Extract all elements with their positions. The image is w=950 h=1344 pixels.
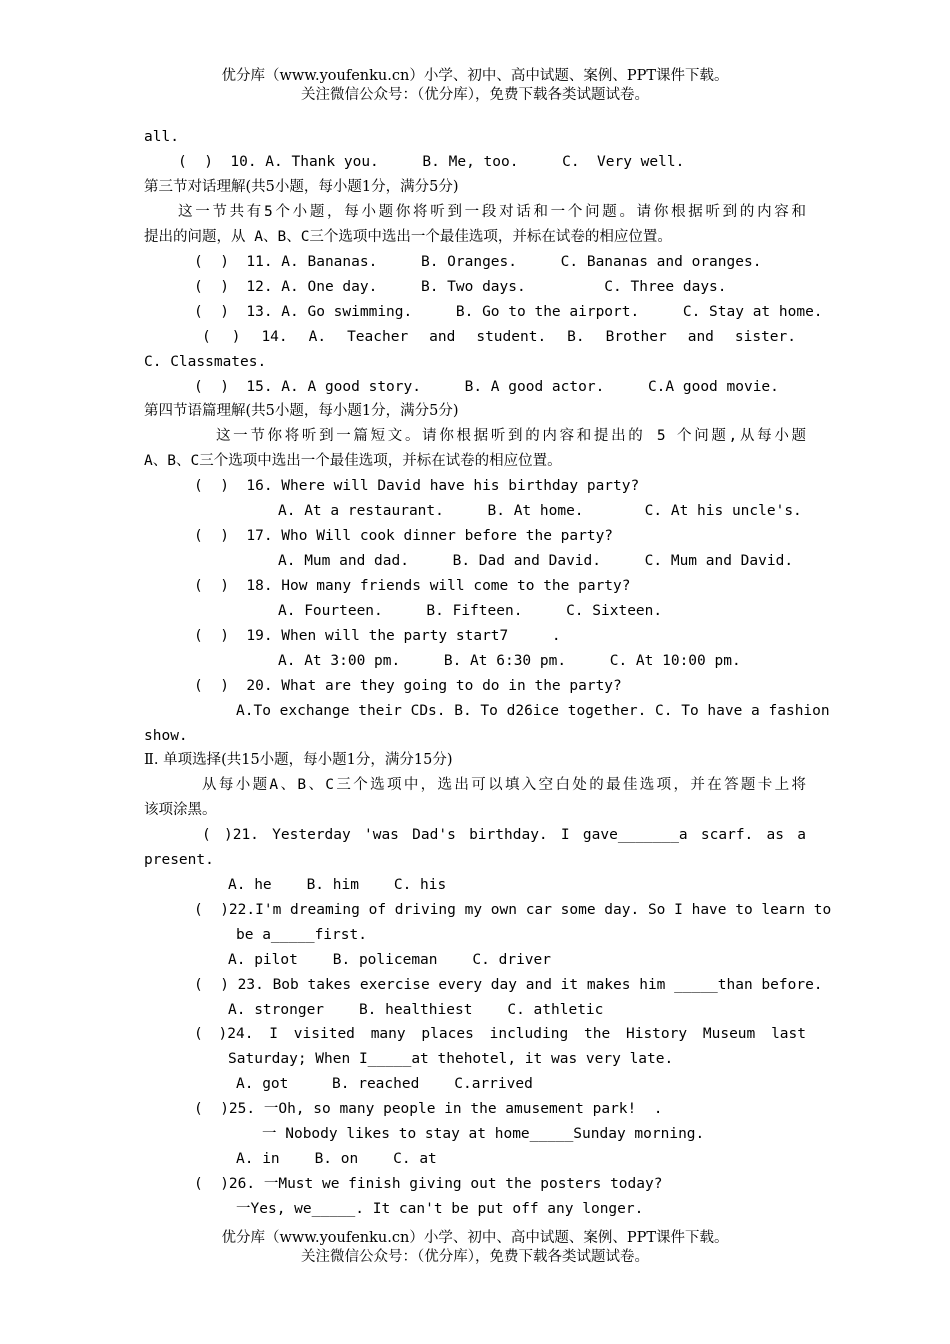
question-20-options: A.To exchange their CDs. B. To d26ice together. C. To have a fashion (236, 703, 830, 719)
question-21: ( )21. Yesterday 'was Dad's birthday. I gave_______a scarf. as a (202, 827, 806, 843)
question-18-options: A. Fourteen. B. Fifteen. C. Sixteen. (278, 603, 663, 619)
question-20-options-cont: show. (144, 728, 188, 744)
section-heading-4: 第四节语篇理解(共5小题，每小题1分，满分5分) (144, 403, 459, 419)
question-14-option-c: C. Classmates. (144, 354, 267, 370)
question-13: ( ) 13. A. Go swimming. B. Go to the airport. C. Stay at home. (194, 304, 823, 320)
question-16-options: A. At a restaurant. B. At home. C. At his uncle's. (278, 503, 802, 519)
question-22-options: A. pilot B. policeman C. driver (228, 952, 552, 968)
section-3-instructions-1: 这一节共有5个小题，每小题你将听到一段对话和一个问题。请你根据听到的内容和 (178, 204, 806, 220)
question-14: ( ) 14. A. Teacher and student. B. Brother and sister. (202, 329, 796, 345)
question-25: ( )25. 一Oh, so many people in the amusement park! . (194, 1101, 663, 1117)
question-21-cont: present. (144, 852, 214, 868)
question-18: ( ) 18. How many friends will come to the party? (194, 578, 631, 594)
question-20: ( ) 20. What are they going to do in the party? (194, 678, 622, 694)
question-19: ( ) 19. When will the party start7 . (194, 628, 561, 644)
question-23: ( ) 23. Bob takes exercise every day and it makes him _____than before. (194, 977, 823, 993)
question-24-cont: Saturday; When I_____at thehotel, it was very late. (228, 1051, 674, 1067)
question-17-options: A. Mum and dad. B. Dad and David. C. Mum and David. (278, 553, 794, 569)
question-22: ( )22.I'm dreaming of driving my own car some day. So I have to learn to (194, 902, 832, 918)
page-header-line-2: 关注微信公众号：（优分库），免费下载各类试题试卷。 (301, 87, 649, 103)
page-footer-line-1: 优分库（www.youfenku.cn）小学、初中、高中试题、案例、PPT课件下载。 (221, 1230, 729, 1246)
part-2-instructions-2: 该项涂黑。 (144, 802, 217, 818)
question-23-options: A. stronger B. healthiest C. athletic (228, 1002, 604, 1018)
question-12: ( ) 12. A. One day. B. Two days. C. Three days. (194, 279, 727, 295)
section-4-instructions-1: 这一节你将听到一篇短文。请你根据听到的内容和提出的 5 个问题,从每小题 (216, 428, 806, 444)
section-4-instructions-2: A、B、C三个选项中选出一个最佳选项，并标在试卷的相应位置。 (144, 453, 562, 469)
question-19-options: A. At 3:00 pm. B. At 6:30 pm. C. At 10:00 pm. (278, 653, 741, 669)
question-21-options: A. he B. him C. his (228, 877, 447, 893)
question-11: ( ) 11. A. Bananas. B. Oranges. C. Bananas and oranges. (194, 254, 762, 270)
question-17: ( ) 17. Who Will cook dinner before the party? (194, 528, 614, 544)
question-15: ( ) 15. A. A good story. B. A good actor. C.A good movie. (194, 379, 779, 395)
part-2-instructions-1: 从每小题A、B、C三个选项中，选出可以填入空白处的最佳选项，并在答题卡上将 (202, 777, 806, 793)
question-24-options: A. got B. reached C.arrived (236, 1076, 533, 1092)
question-25-cont: 一 Nobody likes to stay at home_____Sunday morning. (262, 1126, 705, 1142)
page-footer-line-2: 关注微信公众号：（优分库），免费下载各类试题试卷。 (301, 1249, 649, 1265)
text-line: all. (144, 129, 179, 145)
question-22-cont: be a_____first. (236, 927, 367, 943)
question-24: ( )24. I visited many places including the History Museum last (194, 1026, 806, 1042)
question-10: ( ) 10. A. Thank you. B. Me, too. C. Very well. (178, 154, 685, 170)
part-2-heading: Ⅱ. 单项选择(共15小题，每小题1分，满分15分) (144, 752, 453, 768)
question-25-options: A. in B. on C. at (236, 1151, 437, 1167)
question-26: ( )26. 一Must we finish giving out the posters today? (194, 1176, 663, 1192)
section-heading-3: 第三节对话理解(共5小题，每小题1分，满分5分) (144, 179, 459, 195)
page-header-line-1: 优分库（www.youfenku.cn）小学、初中、高中试题、案例、PPT课件下载。 (221, 68, 729, 84)
question-16: ( ) 16. Where will David have his birthday party? (194, 478, 640, 494)
section-3-instructions-2: 提出的问题，从 A、B、C三个选项中选出一个最佳选项，并标在试卷的相应位置。 (144, 229, 672, 245)
question-26-cont: 一Yes, we_____. It can't be put off any longer. (236, 1201, 644, 1217)
